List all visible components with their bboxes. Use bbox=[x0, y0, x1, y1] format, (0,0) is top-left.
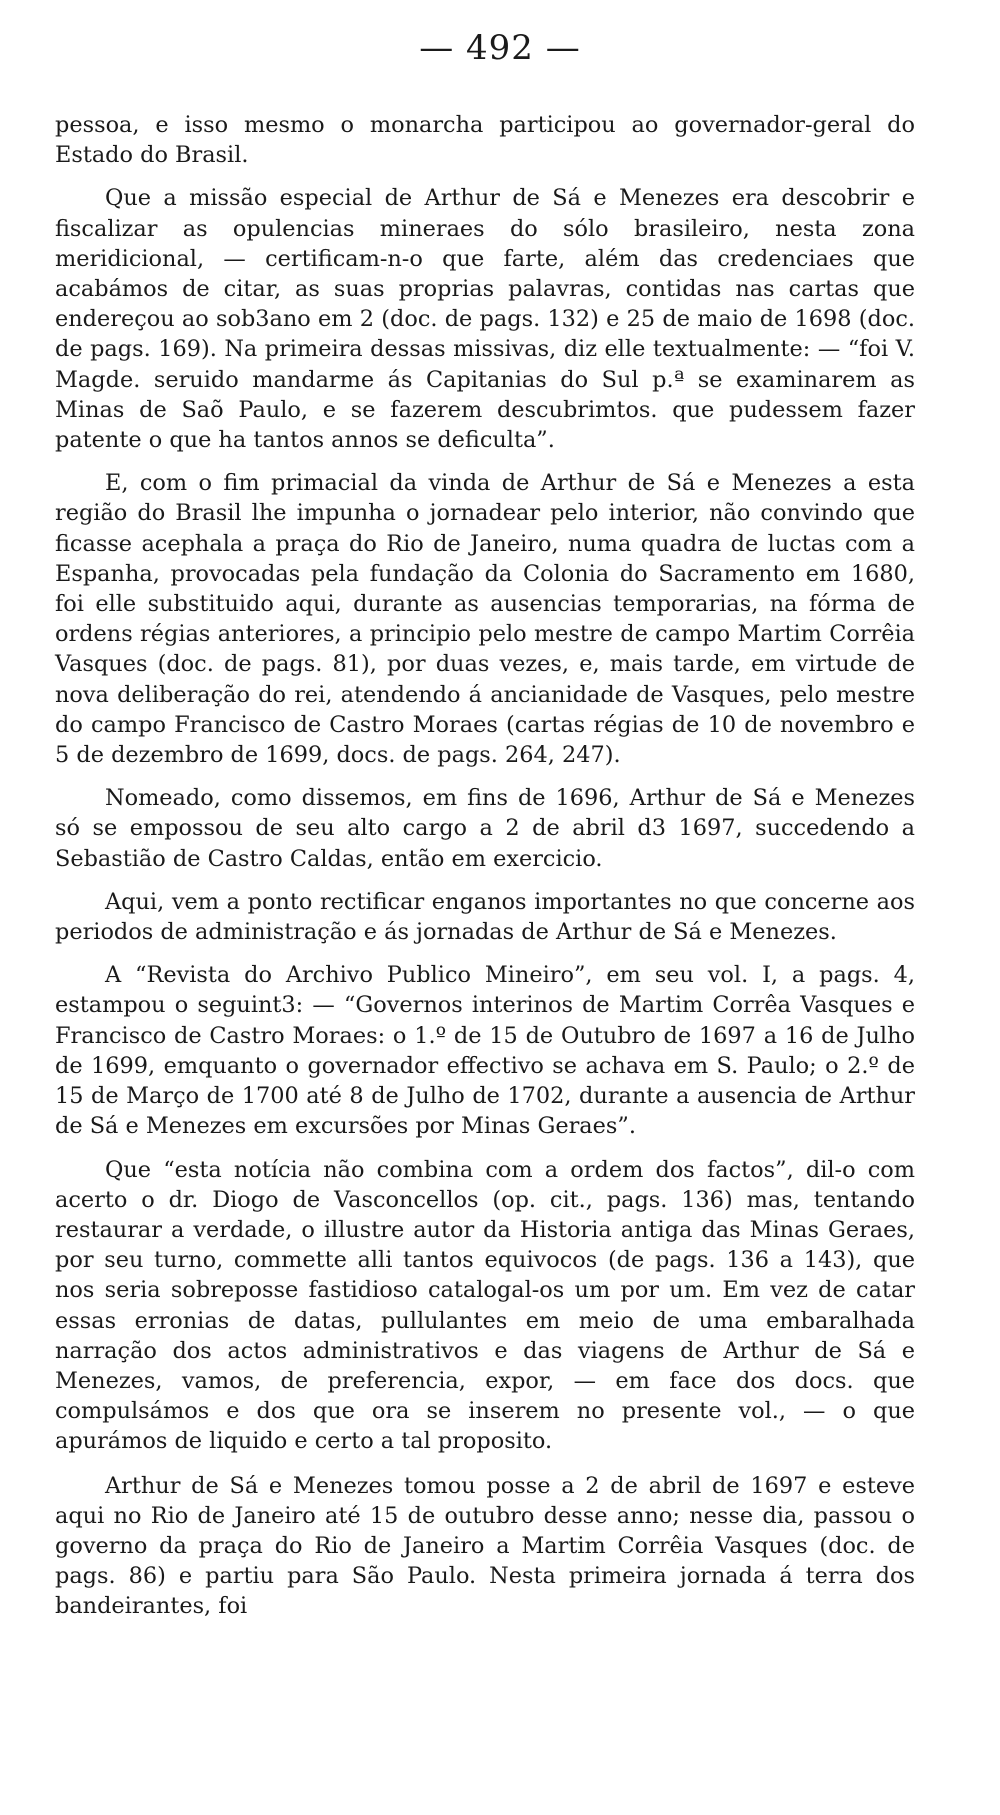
document-page bbox=[55, 28, 915, 1635]
paragraph-5: Aqui, vem a ponto rectificar enganos importantes no que concerne aos periodos de administração e ás jornadas de Arthur de Sá e Menezes. bbox=[55, 888, 915, 946]
page-number: — 492 — bbox=[419, 28, 581, 68]
document-body bbox=[55, 110, 915, 1622]
paragraph-7: Que “esta notícia não combina com a ordem dos factos”, dil-o com acerto o dr. Diogo de Vasconcellos (op. cit., pags. 136) mas, tentando restaurar a verdade, o illustre autor da Historia antiga das Minas Geraes, por seu turno, commette alli tantos equivocos (de pags. 136 a 143), que nos seria sobreposse fastidioso catalogal-os um por um. Em vez de catar essas erronias de datas, pullulantes em meio de uma embaralhada narração dos actos administrativos e das viagens de Arthur de Sá e Menezes, vamos, de preferencia, expor, — em face dos docs. que compulsámos e dos que ora se inserem no presente vol., — o que apurámos de liquido e certo a tal proposito. bbox=[55, 1156, 915, 1455]
paragraph-6: A “Revista do Archivo Publico Mineiro”, em seu vol. I, a pags. 4, estampou o seguint3: — “Governos interinos de Martim Corrêa Vasques e Francisco de Castro Moraes: o 1.º de 15 de Outubro de 1697 a 16 de Julho de 1699, emquanto o governador effectivo se achava em S. Paulo; o 2.º de 15 de Março de 1700 até 8 de Julho de 1702, durante a ausencia de Arthur de Sá e Menezes em excursões por Minas Geraes”. bbox=[55, 962, 915, 1140]
paragraph-2: Que a missão especial de Arthur de Sá e Menezes era descobrir e fiscalizar as opulencias mineraes do sólo brasileiro, nesta zona meridicional, — certificam-n-o que farte, além das credenciaes que acabámos de citar, as suas proprias palavras, contidas nas cartas que endereçou ao sob3ano em 2 (doc. de pags. 132) e 25 de maio de 1698 (doc. de pags. 169). Na primeira dessas missivas, diz elle textualmente: — “foi V. Magde. seruido mandarme ás Capitanias do Sul p.ª se examinarem as Minas de Saõ Paulo, e se fazerem descubrimtos. que pudessem fazer patente o que ha tantos annos se deficulta”. bbox=[55, 185, 915, 454]
paragraph-4: Nomeado, como dissemos, em fins de 1696, Arthur de Sá e Menezes só se empossou de seu alto cargo a 2 de abril d3 1697, succedendo a Sebastião de Castro Caldas, então em exercicio. bbox=[55, 785, 915, 872]
paragraph-8: Arthur de Sá e Menezes tomou posse a 2 de abril de 1697 e esteve aqui no Rio de Janeiro até 15 de outubro desse anno; nesse dia, passou o governo da praça do Rio de Janeiro a Martim Corrêia Vasques (doc. de pags. 86) e partiu para São Paulo. Nesta primeira jornada á terra dos bandeirantes, foi bbox=[55, 1472, 915, 1620]
paragraph-1: pessoa, e isso mesmo o monarcha participou ao governador-geral do Estado do Brasil. bbox=[55, 112, 915, 169]
paragraph-3: E, com o fim primacial da vinda de Arthur de Sá e Menezes a esta região do Brasil lhe impunha o jornadear pelo interior, não convindo que ficasse acephala a praça do Rio de Janeiro, numa quadra de luctas com a Espanha, provocadas pela fundação da Colonia do Sacramento em 1680, foi elle substituido aqui, durante as ausencias temporarias, na fórma de ordens régias anteriores, a principio pelo mestre de campo Martim Corrêia Vasques (doc. de pags. 81), por duas vezes, e, mais tarde, em virtude de nova deliberação do rei, atendendo á ancianidade de Vasques, pelo mestre do campo Francisco de Castro Moraes (cartas régias de 10 de novembro e 5 de dezembro de 1699, docs. de pags. 264, 247). bbox=[55, 470, 915, 769]
